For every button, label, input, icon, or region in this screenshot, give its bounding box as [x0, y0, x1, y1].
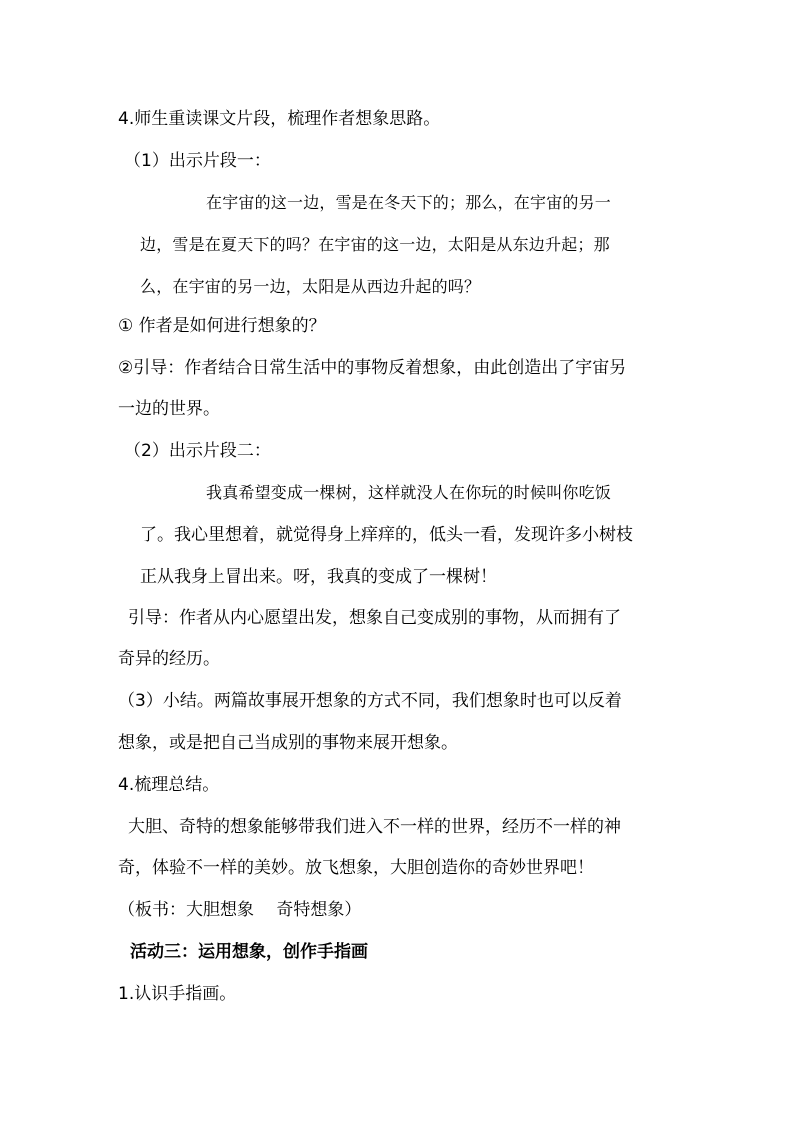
excerpt-one-text-line-1: 在宇宙的这一边，雪是在冬天下的；那么，在宇宙的另一 — [206, 193, 612, 212]
summary-item-3-continued: 想象，或是把自己当成别的事物来展开想象。 — [118, 733, 458, 753]
step-heading-reread: 4.师生重读课文片段，梳理作者想象思路。 — [118, 109, 441, 129]
excerpt-two-label: （2）出示片段二： — [124, 441, 271, 461]
conclusion-paragraph-line-1: 大胆、奇特的想象能够带我们进入不一样的世界，经历不一样的神 — [128, 817, 621, 837]
guidance-item-2: ②引导：作者结合日常生活中的事物反着想象，由此创造出了宇宙另 — [118, 358, 627, 378]
excerpt-two-text-line-1: 我真希望变成一棵树，这样就没人在你玩的时候叫你吃饭 — [206, 483, 612, 502]
conclusion-paragraph-line-2: 奇，体验不一样的美妙。放飞想象，大胆创造你的奇妙世界吧！ — [118, 858, 594, 878]
excerpt-two-text-line-3: 正从我身上冒出来。呀，我真的变成了一棵树！ — [140, 567, 497, 587]
guidance-excerpt-two-continued: 奇异的经历。 — [118, 649, 220, 669]
blackboard-note: （板书：大胆想象 奇特想象） — [118, 900, 362, 920]
excerpt-one-label: （1）出示片段一： — [124, 151, 271, 171]
guidance-item-2-continued: 一边的世界。 — [118, 399, 220, 419]
activity-three-step-1: 1.认识手指画。 — [118, 984, 237, 1004]
summary-item-3: （3）小结。两篇故事展开想象的方式不同，我们想象时也可以反着 — [118, 691, 622, 711]
guidance-excerpt-two: 引导：作者从内心愿望出发，想象自己变成别的事物，从而拥有了 — [128, 608, 621, 628]
excerpt-one-text-line-3: 么，在宇宙的另一边，太阳是从西边升起的吗？ — [140, 277, 481, 296]
activity-three-heading: 活动三：运用想象，创作手指画 — [130, 942, 368, 962]
excerpt-two-text-line-2: 了。我心里想着，就觉得身上痒痒的，低头一看，发现许多小树枝 — [140, 525, 633, 545]
question-item-1: ① 作者是如何进行想象的？ — [118, 316, 326, 336]
step-heading-conclusion: 4.梳理总结。 — [118, 775, 220, 795]
excerpt-one-text-line-2: 边，雪是在夏天下的吗？在宇宙的这一边，太阳是从东边升起；那 — [140, 235, 610, 254]
